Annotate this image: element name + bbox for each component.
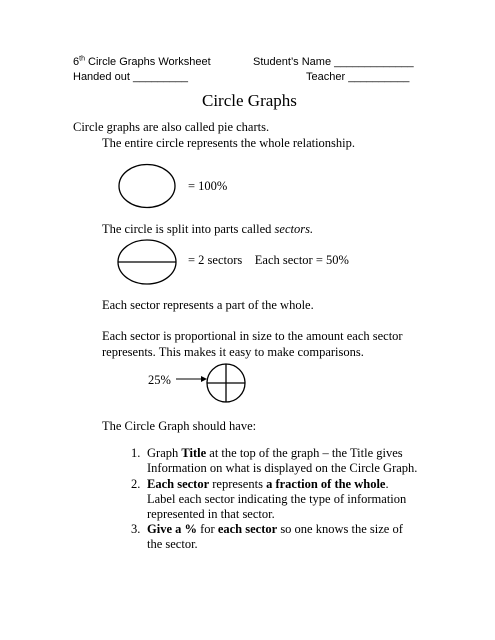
intro-line-1: Circle graphs are also called pie charts. <box>73 120 270 134</box>
teacher-field: Teacher __________ <box>306 71 410 83</box>
worksheet-title: 6th Circle Graphs Worksheet <box>73 55 211 68</box>
list-item-3-number: 3. <box>131 522 141 536</box>
halved-circle-label: = 2 sectors Each sector = 50% <box>188 253 349 267</box>
list-item-3-line-2: the sector. <box>147 537 198 551</box>
list-item-2-line-2: Label each sector indicating the type of information <box>147 492 407 506</box>
halved-circle-icon <box>116 238 178 286</box>
student-name-field: Student’s Name _____________ <box>253 56 414 68</box>
list-item-2-line-3: represented in that sector. <box>147 507 275 521</box>
list-item-1-number: 1. <box>131 446 141 460</box>
list-item-2: Each sector represents a fraction of the whole. <box>147 477 389 491</box>
sector-part-text: Each sector represents a part of the whole. <box>102 298 314 312</box>
page-title: Circle Graphs <box>202 91 297 110</box>
proportional-line-2: represents. This makes it easy to make comparisons. <box>102 345 364 359</box>
list-item-3: Give a % for each sector so one knows the size of <box>147 522 403 536</box>
list-item-2-number: 2. <box>131 477 141 491</box>
proportional-line-1: Each sector is proportional in size to the amount each sector <box>102 329 403 343</box>
quarter-circle-figure <box>174 361 264 407</box>
arrow-right-icon <box>176 376 207 382</box>
whole-circle-icon <box>117 163 177 209</box>
list-item-1: Graph Title at the top of the graph – the Title gives <box>147 446 403 460</box>
quarter-label: 25% <box>148 373 171 387</box>
list-item-1-line-2: Information on what is displayed on the Circle Graph. <box>147 461 418 475</box>
quartered-circle-icon <box>207 364 245 402</box>
intro-line-2: The entire circle represents the whole relationship. <box>102 136 356 150</box>
should-have-heading: The Circle Graph should have: <box>102 419 257 433</box>
whole-circle-label: = 100% <box>188 179 228 193</box>
sectors-definition: The circle is split into parts called sectors. <box>102 222 314 236</box>
handed-out-field: Handed out _________ <box>73 71 189 83</box>
